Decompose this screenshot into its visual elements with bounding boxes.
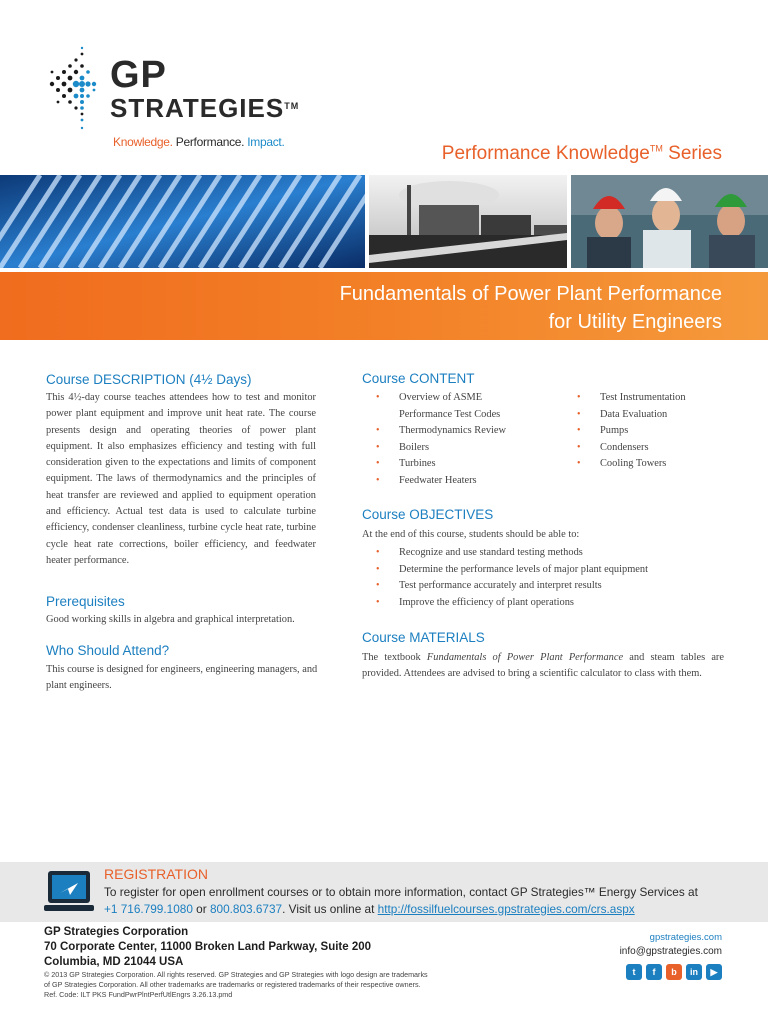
registration-url-link[interactable]: http://fossilfuelcourses.gpstrategies.com/crs.aspx (377, 902, 635, 916)
objectives-list (362, 545, 732, 611)
list-item: • Data Evaluation (563, 407, 733, 424)
legal-line2: of GP Strategies Corporation. All other trademarks are trademarks or registered trademarks of their respective owners. (44, 980, 421, 989)
content-heading: Course CONTENT (362, 371, 475, 386)
brand-name-gp: GP (110, 54, 167, 96)
legal-line1: © 2013 GP Strategies Corporation. All rights reserved. GP Strategies and GP Strategies with logo design are trademarks (44, 970, 428, 979)
logo-dots-icon (44, 44, 104, 134)
tagline-knowledge: Knowledge. (113, 135, 173, 149)
facebook-icon[interactable]: f (646, 964, 662, 980)
registration-contact: +1 716.799.1080 or 800.803.6737. Visit us online at http://fossilfuelcourses.gpstrategies.com/crs.aspx (104, 902, 635, 916)
list-item: • Pumps (563, 423, 733, 440)
description-text: This 4½-day course teaches attendees how to test and monitor power plant equipment and improve unit heat rate. The course presents design and operating theories of power plant equipment. It also emphasizes efficiency and testing with full consideration given to the expectations and limits of component equipment. The laws of thermodynamics and the principles of heat transfer are reviewed and applied to equipment operation and efficiency. Actual test data is used to calculate turbine efficiency, condenser cleanliness, turbine cycle heat rate, turbine cycle heat rate corrections, boiler efficiency, and feedwater heater performance. (46, 392, 316, 566)
list-item: • Improve the efficiency of plant operations (362, 595, 732, 612)
list-item: • Thermodynamics Review (362, 423, 562, 440)
computer-icon (44, 869, 94, 913)
twitter-icon[interactable]: t (626, 964, 642, 980)
series-title: Performance Knowledge™ Series (441, 143, 722, 164)
photo-engineers-hardhats (571, 175, 768, 268)
course-title (340, 280, 722, 336)
phone-link-tollfree[interactable]: 800.803.6737 (209, 902, 283, 916)
course-title-line2: for Utility Engineers (548, 311, 722, 333)
company-name: GP Strategies Corporation (44, 926, 189, 938)
list-item: • Determine the performance levels of major plant equipment (362, 562, 732, 579)
tagline-impact: Impact. (247, 135, 285, 149)
social-links (626, 964, 722, 980)
website-link[interactable]: gpstrategies.com (649, 932, 722, 943)
registration-text: To register for open enrollment courses or to obtain more information, contact GP Strategies™ Energy Services at (104, 885, 698, 899)
who-heading: Who Should Attend? (46, 643, 170, 658)
course-title-line1: Fundamentals of Power Plant Performance (339, 283, 722, 305)
phone-link-primary[interactable]: +1 716.799.1080 (104, 902, 193, 916)
company-address-line1: 70 Corporate Center, 11000 Broken Land Parkway, Suite 200 (44, 941, 372, 953)
materials-heading: Course MATERIALS (362, 630, 485, 645)
email-link[interactable]: info@gpstrategies.com (619, 946, 722, 957)
blog-icon[interactable]: b (666, 964, 682, 980)
tagline-performance: Performance. (175, 135, 245, 149)
textbook-title: Fundamentals of Power Plant Performance (426, 652, 624, 663)
list-item: • Test Instrumentation (563, 390, 733, 407)
series-trademark: TM (649, 143, 663, 154)
linkedin-icon[interactable]: in (686, 964, 702, 980)
brand-tagline (113, 135, 285, 149)
list-item: • Condensers (563, 440, 733, 457)
list-item: • Cooling Towers (563, 456, 733, 473)
photo-turbine-blades (0, 175, 365, 268)
prerequisites-heading: Prerequisites (46, 594, 125, 609)
legal-ref-code: Ref. Code: ILT PKS FundPwrPlntPerfUtlEngrs 3.26.13.pmd (44, 990, 233, 999)
list-item: • Recognize and use standard testing methods (362, 545, 732, 562)
photo-power-plant (369, 175, 567, 268)
brand-name-strategies: STRATEGIES™ (110, 93, 300, 123)
list-item: • Turbines (362, 456, 562, 473)
youtube-icon[interactable]: ▶ (706, 964, 722, 980)
trademark-mark: TM (284, 101, 300, 111)
objectives-heading: Course OBJECTIVES (362, 507, 494, 522)
materials-text: The textbook Fundamentals of Power Plant Performance and steam tables are provided. Attendees are advised to bring a scientific calculator to class with them. (362, 652, 725, 680)
list-item: • Boilers (362, 440, 562, 457)
list-item: • Test performance accurately and interpret results (362, 578, 732, 595)
prerequisites-text: Good working skills in algebra and graphical interpretation. (46, 614, 295, 625)
content-list-right (563, 390, 733, 473)
description-heading: Course DESCRIPTION (4½ Days) (46, 372, 252, 387)
registration-heading: REGISTRATION (104, 866, 208, 882)
objectives-intro: At the end of this course, students should be able to: (362, 529, 580, 540)
company-address-line2: Columbia, MD 21044 USA (44, 956, 184, 968)
content-list-left (362, 390, 562, 489)
who-text: This course is designed for engineers, engineering managers, and plant engineers. (46, 664, 318, 692)
list-item: • Overview of ASME Performance Test Codes (362, 390, 519, 423)
list-item: • Feedwater Heaters (362, 473, 562, 490)
